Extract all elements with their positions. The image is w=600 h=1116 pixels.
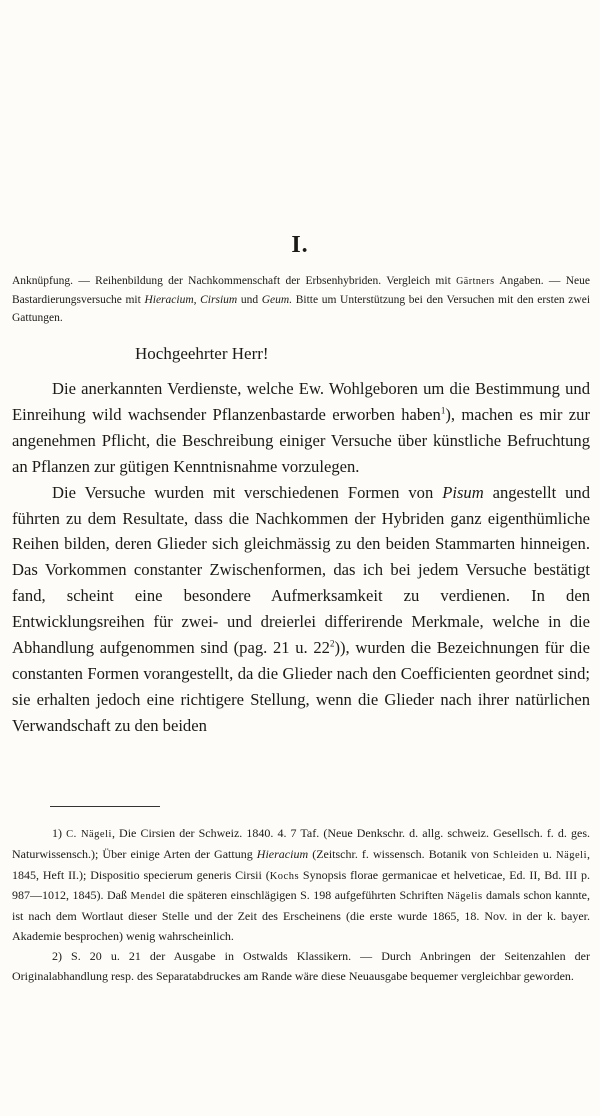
footnote-text: u. (538, 846, 557, 861)
paragraph (12, 480, 590, 739)
footnote-ref[interactable]: 2 (329, 638, 335, 649)
footnote-text: (Zeitschr. f. wissensch. Botanik von (308, 846, 493, 861)
footnote-text: damals schon kannte, ist nach dem Wortlaut dieser Stelle und der Zeit des Erscheinens (die erste wurde 1865, 18. Nov. in der k. bayer. Akademie besprochen) wenig wahrscheinlich. (12, 888, 590, 943)
paragraph-text: Die Versuche wurden mit verschiedenen Formen von (52, 482, 443, 502)
author-name: Schleiden (492, 849, 539, 861)
letter-body (12, 376, 590, 739)
summary-text: und (237, 294, 262, 306)
author-name: Mendel (130, 891, 166, 903)
author-name: Kochs (269, 870, 300, 882)
author-name: Nägelis (446, 891, 483, 903)
author-name: Nägeli (556, 849, 588, 861)
footnote-text: , Die Cirsien der Schweiz. 1840. 4. 7 Taf. (Neue Denkschr. d. allg. schweiz. Gesellsch. f. d. ges. Naturwissensch.); Über einige Arten der Gattung (12, 826, 590, 861)
paragraph-text: )), wurden die Bezeichnungen für die constanten Formen vorangestellt, da die Glieder nach den Coefficienten geordnet sind; sie erhalten jedoch eine richtigere Stellung, wenn die Glieder nach ihrer natürlichen Verwandschaft zu den beiden (12, 638, 591, 735)
footnote-1 (12, 824, 590, 947)
summary-author: Gärtners (456, 276, 495, 287)
footnote-text: , 1845, Heft II.); Dispositio specierum generis Cirsii ( (12, 846, 591, 882)
chapter-summary (12, 272, 590, 327)
footnote-text: Synopsis florae germanicae et helveticae, Ed. II, Bd. III p. 987—1012, 1845). Daß (12, 867, 590, 903)
summary-genus: Geum. (261, 294, 293, 306)
footnote-text: die späteren einschlägigen S. 198 aufgeführten Schriften (165, 888, 447, 903)
genus-name: Hieracium (256, 846, 309, 861)
paragraph (12, 376, 590, 480)
author-name: C. Nägeli (66, 829, 112, 840)
summary-text: Angaben. — Neue Bastardierungsversuche mit (12, 275, 590, 306)
footnote-ref[interactable]: 1 (440, 405, 446, 416)
paragraph-text: ), machen es mir zur angenehmen Pflicht, die Beschreibung einiger Versuche über künstliche Befruchtung an Pflanzen zur gütigen Kenntnisnahme vorzulegen. (12, 404, 590, 476)
letter-salutation: Hochgeehrter Herr! (135, 344, 269, 363)
genus-name: Pisum (442, 482, 484, 502)
footnote-divider (50, 806, 160, 807)
paragraph-text: angestellt und führten zu dem Resultate, dass die Nachkommen der Hybriden ganz eigenthümliche Reihen bilden, deren Glieder sich gleichmässig zu den beiden Stammarten hinneigen. Das Vorkommen constanter Zwischenformen, das ich bei jedem Versuche bestätigt fand, scheint eine besondere Aufmerksamkeit zu verdienen. In den Entwicklungsreihen für zwei- und dreierlei differirende Merkmale, welche in die Abhandlung aufgenommen sind (pag. 21 u. 22 (12, 482, 590, 658)
footnote-2: 2) S. 20 u. 21 der Ausgabe in Ostwalds Klassikern. — Durch Anbringen der Seitenzahlen der Originalabhandlung resp. des Separatabdruckes am Rande wäre diese Neuausgabe bequemer vergleichbar geworden. (12, 948, 590, 983)
chapter-number: I. (291, 232, 309, 258)
summary-text: Anknüpfung. — Reihenbildung der Nachkommenschaft der Erbsenhybriden. Vergleich mit (12, 275, 457, 287)
summary-genus: Hieracium, Cirsium (144, 294, 238, 306)
footnotes (12, 824, 590, 986)
paragraph-text: Die anerkannten Verdienste, welche Ew. Wohlgeboren um die Bestimmung und Einreihung wild wachsender Pflanzenbastarde erworben haben (12, 379, 590, 424)
summary-text: Bitte um Unterstützung bei den Versuchen mit den ersten zwei Gattungen. (12, 294, 591, 324)
footnote-number: 1) (52, 826, 67, 840)
